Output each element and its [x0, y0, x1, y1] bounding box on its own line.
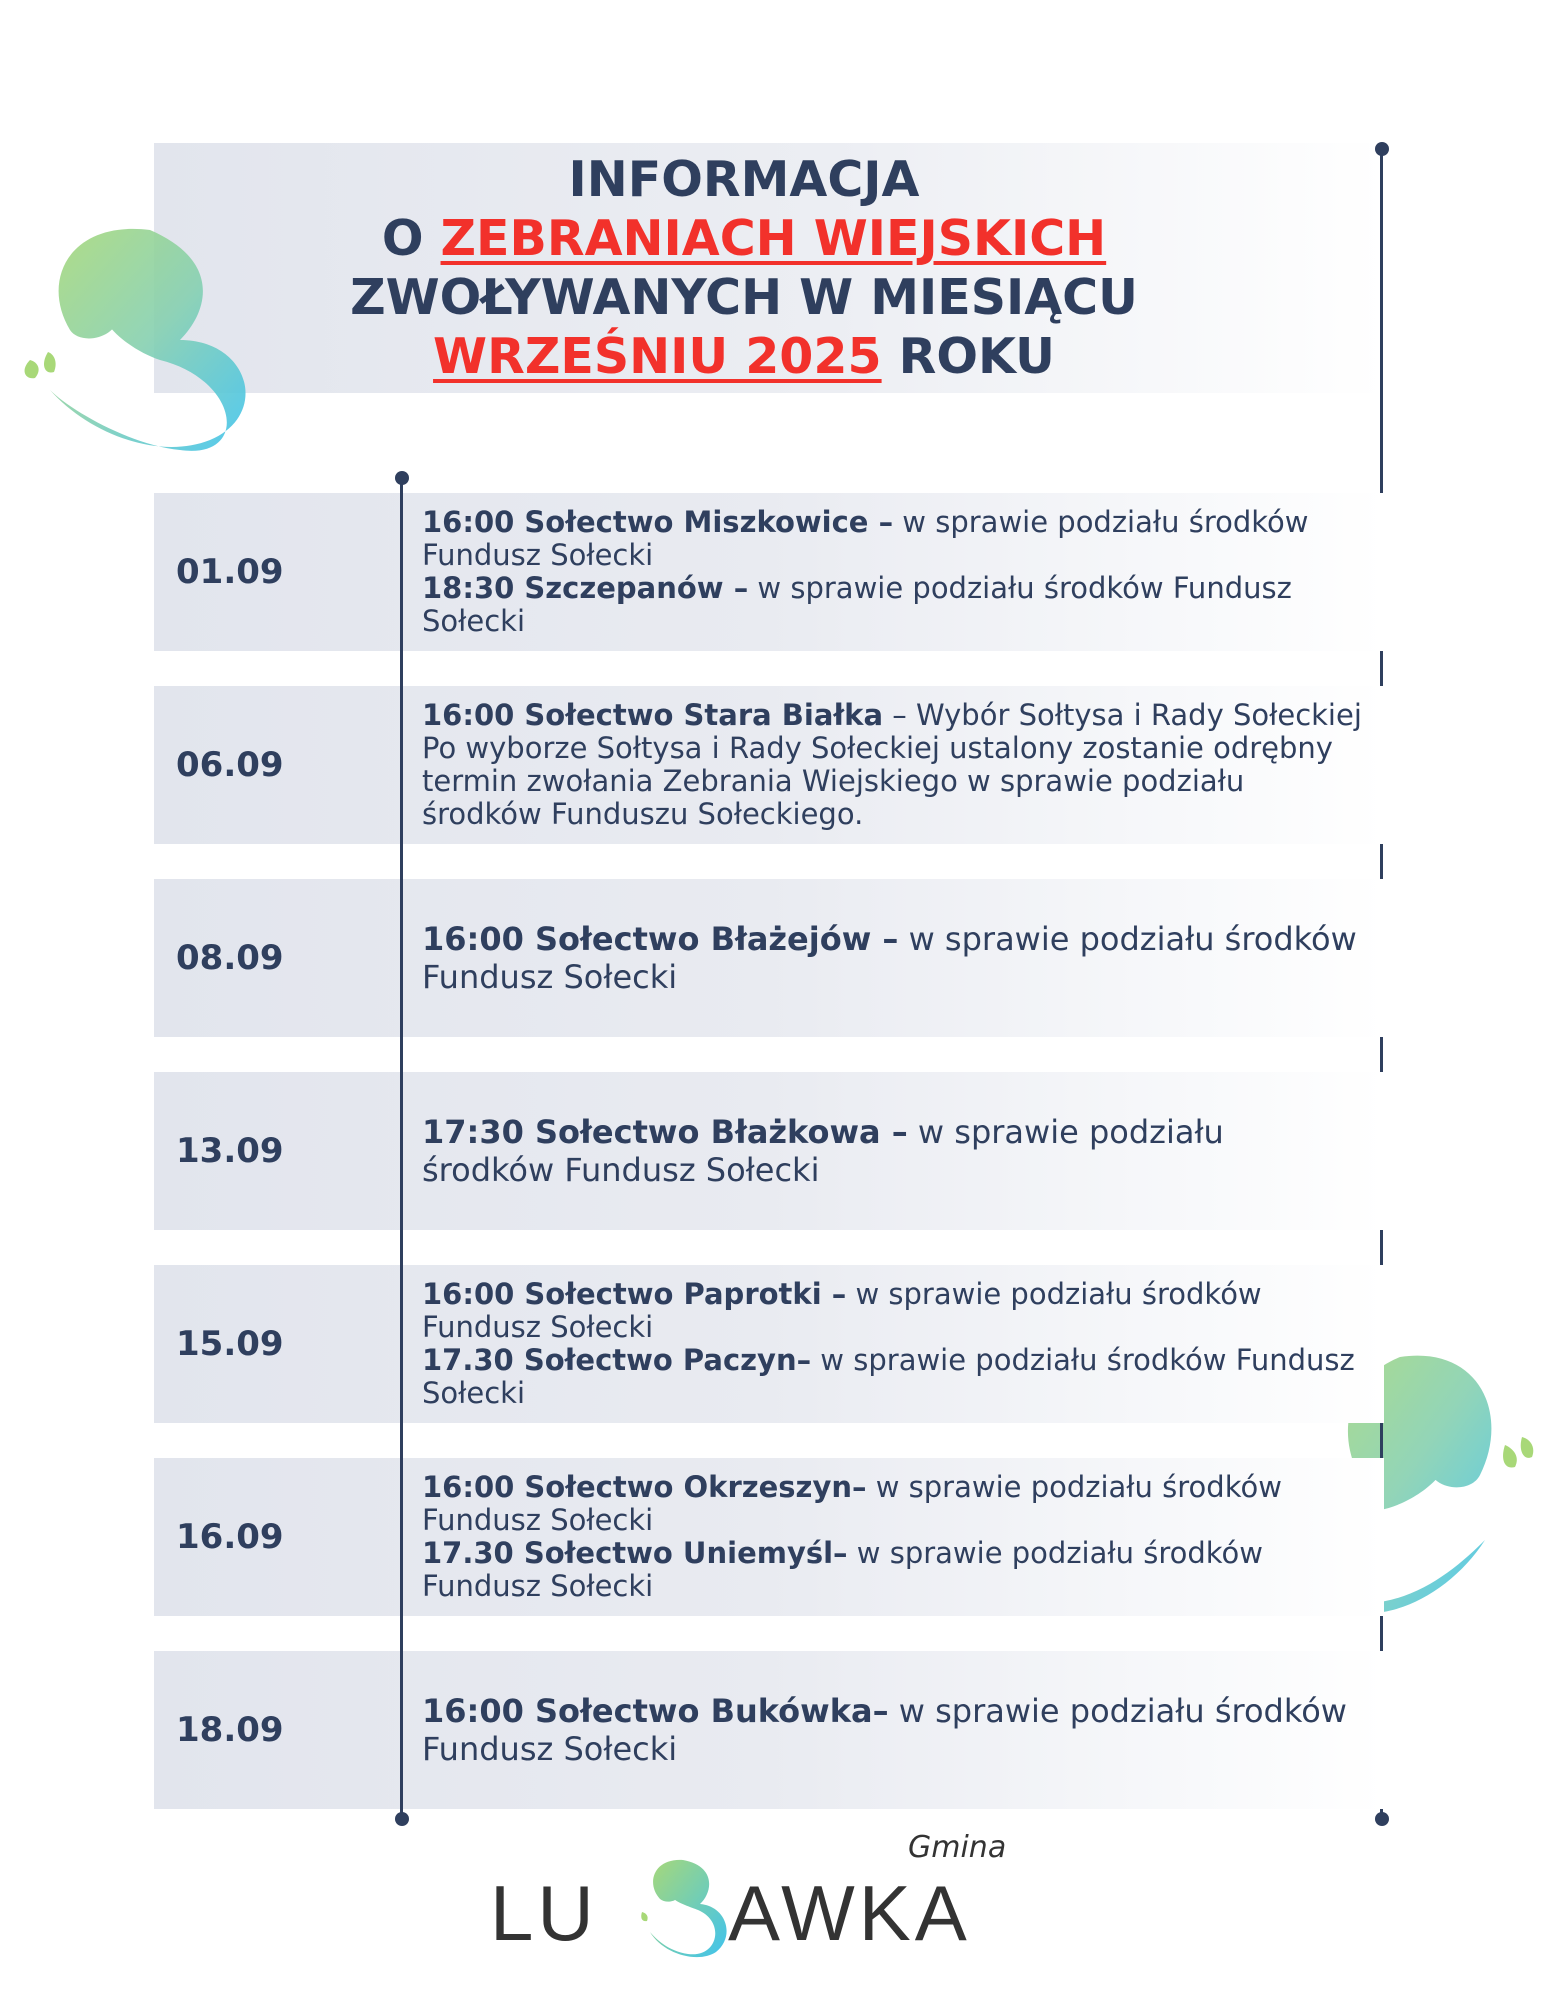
title-line-1: INFORMACJA [568, 151, 920, 208]
schedule-entry [422, 506, 1362, 572]
entry-title: 16:00 Sołectwo Błażejów – [422, 920, 899, 958]
schedule-entry [422, 1537, 1362, 1603]
butterfly-decoration-icon [10, 220, 260, 460]
schedule-row [154, 1265, 1384, 1423]
entry-text: – Wybór Sołtysa i Rady Sołeckiej Po wyborze Sołtysa i Rady Sołeckiej ustalony zostanie odrębny termin zwołania Zebrania Wiejskiego w sprawie podziału środków Funduszu Sołeckiego. [422, 698, 1362, 831]
schedule-content [422, 879, 1362, 1037]
schedule-row [154, 1651, 1384, 1809]
entry-title: 16:00 Sołectwo Stara Białka [422, 698, 884, 732]
timeline-dot [1375, 1812, 1389, 1826]
entry-text: w sprawie podziału środków Fundusz Sołecki [422, 1692, 1347, 1768]
entry-title: 17.30 Sołectwo Paczyn– [422, 1343, 812, 1377]
schedule-content [422, 1651, 1362, 1809]
schedule-date: 08.09 [176, 938, 284, 978]
timeline-dot [395, 471, 409, 485]
schedule-entry [422, 572, 1362, 638]
entry-title: 16:00 Sołectwo Miszkowice – [422, 505, 894, 539]
schedule-content [422, 686, 1362, 844]
schedule-entry [422, 1471, 1362, 1537]
entry-title: 16:00 Sołectwo Paprotki – [422, 1277, 847, 1311]
title-line-3: ZWOŁYWANYCH W MIESIĄCU [350, 269, 1138, 326]
schedule-row [154, 686, 1384, 844]
logo-gmina-text: Gmina [908, 1830, 1007, 1865]
gmina-lubawka-logo [490, 1830, 1030, 1960]
schedule-date: 16.09 [176, 1517, 284, 1557]
timeline-dot [1375, 142, 1389, 156]
title-line-2-prefix: O [381, 210, 441, 267]
logo-text-right: AWKA [728, 1869, 971, 1957]
schedule-row [154, 493, 1384, 651]
schedule-content [422, 493, 1362, 651]
entry-text: w sprawie podziału środków Fundusz Sołecki [422, 920, 1357, 996]
timeline-line-left [400, 478, 403, 1820]
entry-title: 17.30 Sołectwo Uniemyśl– [422, 1536, 848, 1570]
schedule-content [422, 1458, 1362, 1616]
schedule-entry [422, 1113, 1362, 1189]
entry-text: w sprawie podziału środków Fundusz Sołecki [422, 571, 1292, 638]
entry-text: w sprawie podziału środków Fundusz Sołecki [422, 505, 1309, 572]
entry-title: 16:00 Sołectwo Okrzeszyn– [422, 1470, 867, 1504]
timeline-dot [395, 1812, 409, 1826]
schedule-entry [422, 1278, 1362, 1344]
schedule-entry [422, 1344, 1362, 1410]
schedule-entry [422, 920, 1362, 996]
entry-text: w sprawie podziału środków Fundusz Sołecki [422, 1343, 1355, 1410]
entry-text: w sprawie podziału środków Fundusz Sołecki [422, 1536, 1263, 1603]
schedule-date: 01.09 [176, 552, 284, 592]
entry-title: 18:30 Szczepanów – [422, 571, 749, 605]
entry-text: w sprawie podziału środków Fundusz Sołecki [422, 1277, 1262, 1344]
entry-text: w sprawie podziału środków Fundusz Sołecki [422, 1470, 1282, 1537]
schedule-entry [422, 699, 1362, 831]
schedule-content [422, 1265, 1362, 1423]
schedule-content [422, 1072, 1362, 1230]
entry-title: 17:30 Sołectwo Błażkowa – [422, 1113, 908, 1151]
schedule-row [154, 1072, 1384, 1230]
schedule-date: 18.09 [176, 1710, 284, 1750]
entry-title: 16:00 Sołectwo Bukówka– [422, 1692, 889, 1730]
schedule-date: 06.09 [176, 745, 284, 785]
schedule-row [154, 1458, 1384, 1616]
title-line-4-suffix: ROKU [881, 328, 1055, 385]
title-highlight-meetings: ZEBRANIACH WIEJSKICH [440, 210, 1107, 267]
title-highlight-month: WRZEŚNIU 2025 [433, 328, 882, 385]
schedule-date: 13.09 [176, 1131, 284, 1171]
logo-text-left: LU [490, 1869, 598, 1957]
schedule-entry [422, 1692, 1362, 1768]
schedule-row [154, 879, 1384, 1037]
page-title [154, 150, 1334, 386]
entry-text: w sprawie podziału środków Fundusz Sołecki [422, 1113, 1224, 1189]
schedule-date: 15.09 [176, 1324, 284, 1364]
logo-butterfly-icon [638, 1854, 728, 1964]
